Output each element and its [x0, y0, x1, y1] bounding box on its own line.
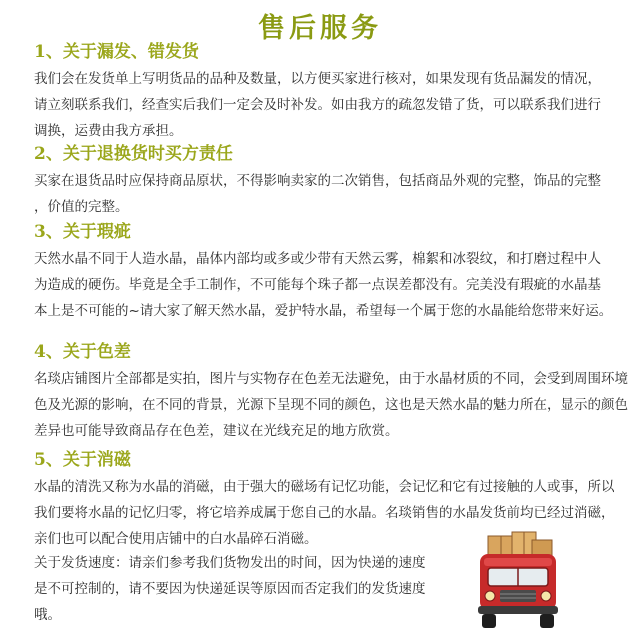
body-line: 为造成的硬伤。毕竟是全手工制作，不可能每个珠子都一点误差都没有。完美没有瑕疵的水晶基 [34, 277, 601, 293]
body-line: 买家在退货品时应保持商品原状，不得影响卖家的二次销售，包括商品外观的完整，饰品的完整 [34, 173, 601, 189]
body-line: ，价值的完整。 [34, 199, 129, 215]
section-body [34, 168, 630, 220]
body-line: 哦。 [34, 607, 61, 623]
body-line: 是不可控制的，请不要因为快递延误等原因而否定我们的发货速度 [34, 581, 426, 597]
section-heading: 4、关于色差 [34, 342, 131, 362]
shipping-speed-note [34, 550, 434, 628]
delivery-truck-icon [458, 530, 570, 630]
section-return-responsibility [34, 142, 630, 220]
section-heading: 2、关于退换货时买方责任 [34, 144, 233, 164]
section-body [34, 66, 630, 144]
body-line: 天然水晶不同于人造水晶，晶体内部均或多或少带有天然云雾，棉絮和冰裂纹，和打磨过程中人 [34, 251, 601, 267]
body-line: 我们要将水晶的记忆归零，将它培养成属于您自己的水晶。名琰销售的水晶发货前均已经过消磁， [34, 505, 615, 521]
section-color-difference [34, 340, 630, 444]
body-line: 名琰店铺图片全部都是实拍，图片与实物存在色差无法避免，由于水晶材质的不同，会受到周围环境 [34, 371, 628, 387]
body-line: 水晶的清洗又称为水晶的消磁，由于强大的磁场有记忆功能，会记忆和它有过接触的人或事，所以 [34, 479, 615, 495]
body-line: 色及光源的影响，在不同的背景，光源下呈现不同的颜色，这也是天然水晶的魅力所在，显示的颜色 [34, 397, 628, 413]
section-heading: 1、关于漏发、错发货 [34, 42, 199, 62]
body-line: 我们会在发货单上写明货品的品种及数量，以方便买家进行核对，如果发现有货品漏发的情况， [34, 71, 601, 87]
page-title: 售后服务 [258, 13, 382, 44]
body-line: 调换，运费由我方承担。 [34, 123, 183, 139]
section-heading: 3、关于瑕疵 [34, 222, 131, 242]
section-flaws [34, 220, 630, 324]
body-line: 差异也可能导致商品存在色差，建议在光线充足的地方欣赏。 [34, 423, 399, 439]
body-line: 本上是不可能的~请大家了解天然水晶，爱护特水晶，希望每一个属于您的水晶能给您带来好运。 [34, 303, 613, 319]
body-line: 关于发货速度：请亲们参考我们货物发出的时间，因为快递的速度 [34, 555, 426, 571]
body-line: 请立刻联系我们，经查实后我们一定会及时补发。如由我方的疏忽发错了货，可以联系我们进行 [34, 97, 601, 113]
section-body [34, 366, 630, 444]
section-heading: 5、关于消磁 [34, 450, 131, 470]
section-body [34, 246, 630, 324]
body-line: 亲们也可以配合使用店铺中的白水晶碎石消磁。 [34, 531, 318, 547]
section-missing-wrong-shipment [34, 40, 630, 144]
